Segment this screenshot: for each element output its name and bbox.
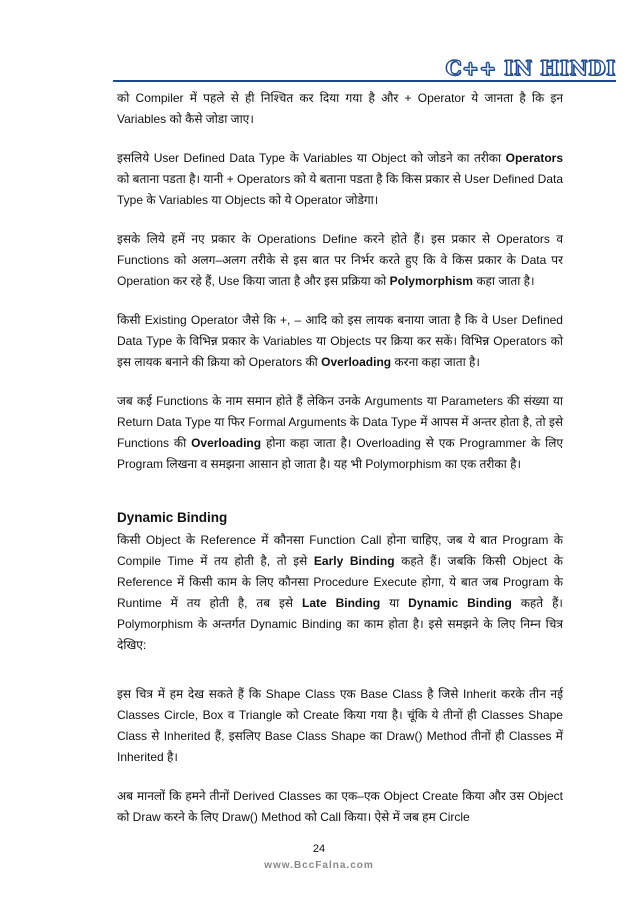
bold-term: Early Binding <box>313 554 395 568</box>
page-content <box>117 88 563 846</box>
text-segment: अब मानलों कि हमने तीनों Derived Classes का एक–एक Object Create किया और उस Object को Draw करने के लिए Draw() Method को Call किया। ऐसे में जब हम Circle <box>117 789 563 824</box>
paragraph <box>117 148 563 211</box>
text-segment: कहते हैं। जबकि किसी Object के Reference में किसी काम के लिए कौनसा Procedure Execute होगा, ये बात जब Program के Runtime में तय होती है, तब इसे <box>117 554 564 610</box>
text-segment: किसी Existing Operator जैसे कि +, – आदि को इस लायक बनाया जाता है कि वे User Defined Data Type के विभिन्न प्रकार के Variables या Objects पर क्रिया कर सकें। विभिन्न Operators को इस लायक बनाने की क्रिया को Operators की <box>117 313 563 369</box>
footer-url: www.BccFalna.com <box>264 860 374 871</box>
text-segment: को बताना पडता है। यानी + Operators को ये बताना पडता है कि किस प्रकार से User Defined Data Type के Variables या Objects को ये Operator जोडेगा। <box>117 172 563 207</box>
paragraph <box>117 530 563 656</box>
text-segment: इसलिये User Defined Data Type के Variables या Object को जोडने का तरीका <box>117 151 506 165</box>
text-segment: करना कहा जाता है। <box>391 355 480 369</box>
text-segment: जब कई Functions के नाम समान होते हैं लेकिन उनके Arguments या Parameters की संख्या या Return Data Type या फिर Formal Arguments के Data Type में आपस में अन्तर होता है, तो इसे Functions की <box>117 394 563 450</box>
bold-term: Operators <box>505 151 563 165</box>
paragraph <box>117 310 563 373</box>
header-title: C++ IN HINDI <box>445 56 616 80</box>
bold-term: Late Binding <box>301 596 381 610</box>
text-segment: या <box>380 596 409 610</box>
paragraph <box>117 786 563 828</box>
text-segment: कहा जाता है। <box>472 274 535 288</box>
text-segment: इस चित्र में हम देख सकते हैं कि Shape Class एक Base Class है जिसे Inherit करके तीन नई Classes Circle, Box व Triangle को Create किया गया है। चूंकि ये तीनों ही Classes Shape Class से Inherited हैं, इसलिए Base Class Shape का Draw() Method तीनों ही Classes में Inherited है। <box>117 687 563 764</box>
bold-term: Polymorphism <box>389 274 473 288</box>
text-segment: होना कहा जाता है। Overloading से एक Programmer के लिए Program लिखना व समझना आसान हो जाता है। यह भी Polymorphism का एक तरीका है। <box>117 436 563 471</box>
bold-term: Overloading <box>321 355 392 369</box>
paragraph <box>117 88 563 130</box>
paragraph <box>117 391 563 475</box>
paragraph <box>117 229 563 292</box>
header-rule <box>113 80 616 82</box>
paragraph <box>117 684 563 768</box>
text-segment: कहते हैं। Polymorphism के अन्तर्गत Dynamic Binding का काम होता है। इसे समझने के लिए निम्न चित्र देखिए: <box>117 596 563 652</box>
text-segment: किसी Object के Reference में कौनसा Function Call होना चाहिए, जब ये बात Program के Compile Time में तय होती है, तो इसे <box>117 533 563 568</box>
section-heading: Dynamic Binding <box>117 510 228 525</box>
text-segment: इसके लिये हमें नए प्रकार के Operations Define करने होते हैं। इस प्रकार से Operators व Functions को अलग–अलग तरीके से इस बात पर निर्भर करते हुए कि वे किस प्रकार के Data पर Operation कर रहे हैं, Use किया जाता है और इस प्रक्रिया को <box>117 232 563 288</box>
bold-term: Dynamic Binding <box>408 596 512 610</box>
text-segment: को Compiler में पहले से ही निश्चित कर दिया गया है और + Operator ये जानता है कि इन Variables को कैसे जोडा जाए। <box>117 91 563 126</box>
bold-term: Overloading <box>191 436 262 450</box>
page-number: 24 <box>312 843 326 855</box>
